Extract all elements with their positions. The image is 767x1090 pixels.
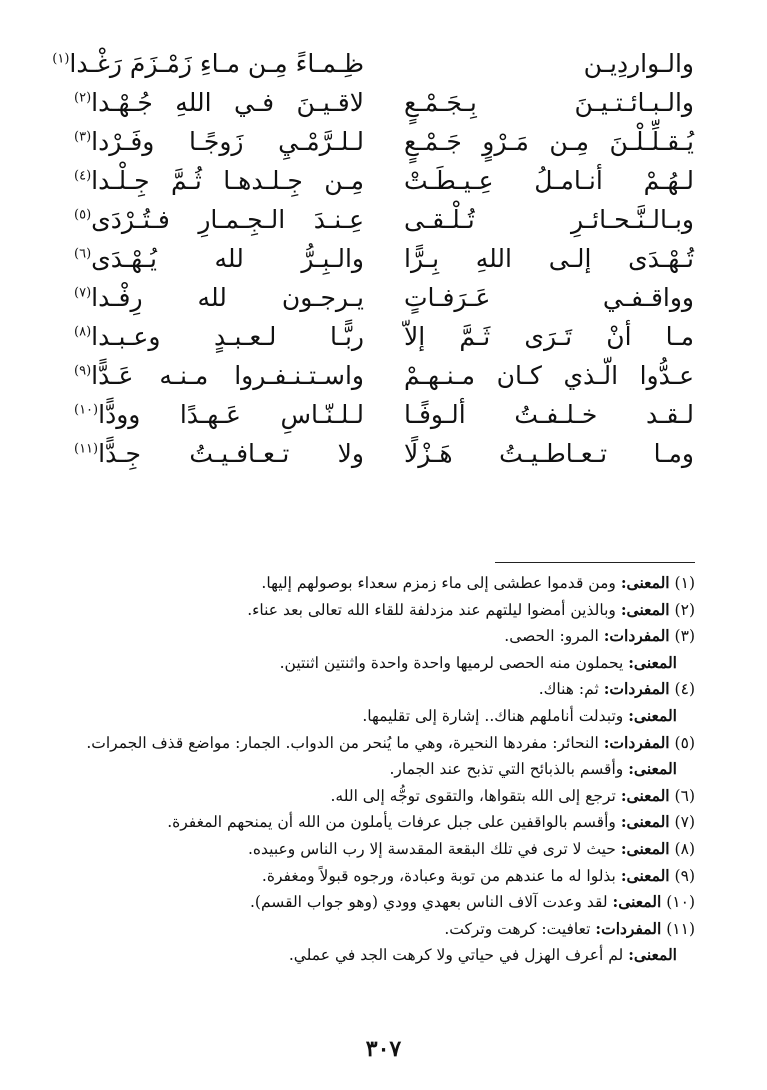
footnote [30, 597, 695, 624]
verse-second-hemistich [74, 239, 364, 278]
footnote-text: يحملون منه الحصى لرميها واحدة واحدة واثنتين اثنتين. [279, 653, 624, 672]
footnote-marker: (٥) [74, 207, 92, 223]
footnote-text: وأقسم بالواقفين على جبل عرفات يأملون من الله أن يمنحهم المغفرة. [167, 813, 616, 832]
verse-first-hemistich: تُـهْـدَى إلـى اللهِ بِـرًّا [404, 244, 694, 273]
verse-second-text: لاقـيـنَ فـي اللهِ جُـهْـدا [91, 88, 364, 117]
footnote-text: بذلوا له ما عندهم من توبة وعبادة، ورجوه قبولاً ومغفرة. [261, 866, 616, 885]
footnote-label: المعنى: [620, 599, 670, 619]
footnote-number: (٦) [674, 786, 695, 805]
verse-first-hemistich: لـقـد خـلـفـتُ ألـوفًـا [404, 400, 694, 429]
footnote-number: (٥) [674, 733, 695, 752]
footnotes [30, 570, 695, 969]
footnote-text: النحائر: مفردها النحيرة، وهي ما يُنحر من الدواب. الجمار: مواضع قذف الجمرات. [86, 733, 599, 752]
footnote-marker: (٤) [74, 168, 92, 184]
verse-second-text: عِـنـدَ الـجِـمـارِ فـتُـرْدَى [91, 205, 364, 234]
footnote-number: (٤) [674, 680, 695, 699]
footnote-number: (٨) [674, 839, 695, 858]
footnote-label: المعنى: [628, 705, 677, 725]
footnote-marker: (٨) [74, 324, 92, 340]
verse-second-text: والـبِـرُّ لله يُـهْـدَى [91, 244, 364, 273]
footnote [30, 916, 695, 943]
footnote-text: حيث لا ترى في تلك البقعة المقدسة إلا رب الناس وعبيده. [248, 839, 616, 858]
verse-second-text: لـلـنّـاسِ عَـهـدًا وودًّا [98, 400, 364, 429]
footnote [30, 783, 695, 810]
verse-11 [74, 434, 694, 473]
footnote-text: وبالذين أمضوا ليلتهم عند مزدلفة للقاء الله تعالى بعد عناء. [247, 600, 616, 619]
footnote-marker: (٧) [74, 285, 92, 301]
footnote-label: المفردات: [603, 626, 670, 646]
verse-7 [74, 278, 694, 317]
verse-first-hemistich: مـا أنْ تَـرَى ثَـمَّ إلاّ [404, 322, 694, 351]
footnote-marker: (٣) [74, 129, 92, 145]
verse-first-hemistich: يُـقـلِّـلْـنَ مِـن مَـرْوٍ جَـمْـعٍ [404, 127, 694, 156]
footnote-label: المعنى: [628, 945, 677, 965]
verse-second-text: يـرجـون لله رِفْـدا [91, 283, 364, 312]
page-number: ٣٠٧ [365, 1036, 402, 1062]
verse-first-hemistich: والـبـائـتـيـنَ بِـجَـمْـعٍ [404, 88, 694, 117]
verse-second-hemistich [52, 44, 364, 83]
verse-first-hemistich: وواقـفـي عَـرَفـاتٍ [404, 283, 694, 312]
footnote-text: ثم: هناك. [538, 680, 599, 699]
footnote-text: لقد وعدت آلاف الناس بعهدي وودي (وهو جواب القسم). [250, 893, 608, 912]
verse-first-hemistich: والـواردِيـن [583, 49, 694, 78]
footnote-label: المفردات: [603, 679, 670, 699]
footnote [30, 730, 695, 757]
footnote-label: المعنى: [620, 785, 670, 805]
footnote-label: المعنى: [620, 573, 670, 592]
footnote-label: المعنى: [620, 812, 670, 832]
footnote-number: (٩) [674, 866, 695, 885]
verse-second-hemistich [74, 317, 364, 356]
footnote-label: المعنى: [628, 652, 677, 672]
verse-10 [74, 395, 694, 434]
verse-second-text: ولا تـعـافـيـتُ جِـدًّا [98, 439, 364, 468]
poem [52, 44, 694, 473]
verse-6 [74, 239, 694, 278]
footnote-text: المرو: الحصى. [504, 627, 599, 646]
footnote [30, 809, 695, 836]
verse-second-hemistich [74, 434, 364, 473]
verse-first-hemistich: عـدُّوا الّـذي كـان مـنـهـمْ [404, 361, 694, 390]
footnote-marker: (١) [52, 51, 70, 67]
footnote-number: (٢) [674, 600, 695, 619]
footnote-text: ومن قدموا عطشى إلى ماء زمزم سعداء بوصولهم إليها. [261, 574, 616, 592]
footnote-text: تعافيت: كرهت وتركت. [444, 919, 591, 938]
verse-second-hemistich [74, 356, 364, 395]
footnote-label: المعنى: [612, 892, 662, 912]
verse-second-hemistich [74, 83, 364, 122]
verse-2 [74, 83, 694, 122]
verse-first-hemistich: وبـالـنَّـحـائـرِ تُـلْـقـى [404, 205, 694, 234]
verse-8 [74, 317, 694, 356]
footnote-continuation [30, 650, 695, 677]
footnote-label: المعنى: [628, 759, 677, 779]
footnote-marker: (٦) [74, 246, 92, 262]
verse-second-hemistich [74, 395, 364, 434]
footnote [30, 570, 695, 597]
footnote-marker: (١٠) [74, 402, 99, 418]
footnote-label: المعنى: [620, 865, 670, 885]
footnote-number: (١) [674, 574, 695, 592]
footnote-text: لم أعرف الهزل في حياتي ولا كرهت الجد في عملي. [288, 946, 624, 965]
verse-first-hemistich: لـهُـمْ أنـامـلُ عِـيـطَـتْ [404, 166, 694, 195]
footnote-label: المعنى: [620, 838, 670, 858]
verse-second-text: ظِـمـاءً مِـن مـاءِ زَمْـزَمَ رَغْـدا [69, 49, 364, 78]
verse-3 [74, 122, 694, 161]
footnote [30, 863, 695, 890]
footnote [30, 836, 695, 863]
footnote-text: ترجع إلى الله بتقواها، والتقوى توجُّه إلى الله. [330, 786, 616, 805]
verse-1 [52, 44, 694, 83]
verse-4 [74, 161, 694, 200]
verse-second-text: لـلـرَّمْـيِ زَوجًـا وفَـرْدا [91, 127, 364, 156]
verse-second-hemistich [74, 278, 364, 317]
footnote-number: (١٠) [666, 893, 695, 912]
footnote-continuation [30, 942, 695, 969]
footnote-text: وتبدلت أناملهم هناك.. إشارة إلى تقليمها. [362, 706, 624, 725]
footnote-marker: (١١) [74, 441, 99, 457]
footnote [30, 623, 695, 650]
verse-second-text: مِـن جِـلـدهـا ثُـمَّ جِـلْـدا [91, 166, 364, 195]
footnote-text: وأقسم بالذبائح التي تذبح عند الجمار. [389, 760, 624, 779]
verse-second-hemistich [74, 122, 364, 161]
verse-second-hemistich [74, 161, 364, 200]
footnote [30, 676, 695, 703]
footnote-separator [495, 562, 695, 563]
verse-9 [74, 356, 694, 395]
footnote-label: المفردات: [603, 732, 670, 752]
verse-second-text: واسـتـنـفـروا مـنـه عَـدًّا [91, 361, 364, 390]
footnote-number: (٣) [674, 627, 695, 646]
footnote-number: (٧) [674, 813, 695, 832]
footnote-marker: (٩) [74, 363, 92, 379]
footnote-continuation [30, 703, 695, 730]
footnote-marker: (٢) [74, 90, 92, 106]
footnote-label: المفردات: [595, 918, 662, 938]
footnote-continuation [30, 756, 695, 783]
footnote-number: (١١) [666, 919, 695, 938]
footnote [30, 889, 695, 916]
verse-second-hemistich [74, 200, 364, 239]
verse-5 [74, 200, 694, 239]
verse-second-text: ربًّـا لـعـبـدٍ وعـبـدا [91, 322, 364, 351]
verse-first-hemistich: ومـا تـعـاطـيـتُ هَـزْلًا [404, 439, 694, 468]
